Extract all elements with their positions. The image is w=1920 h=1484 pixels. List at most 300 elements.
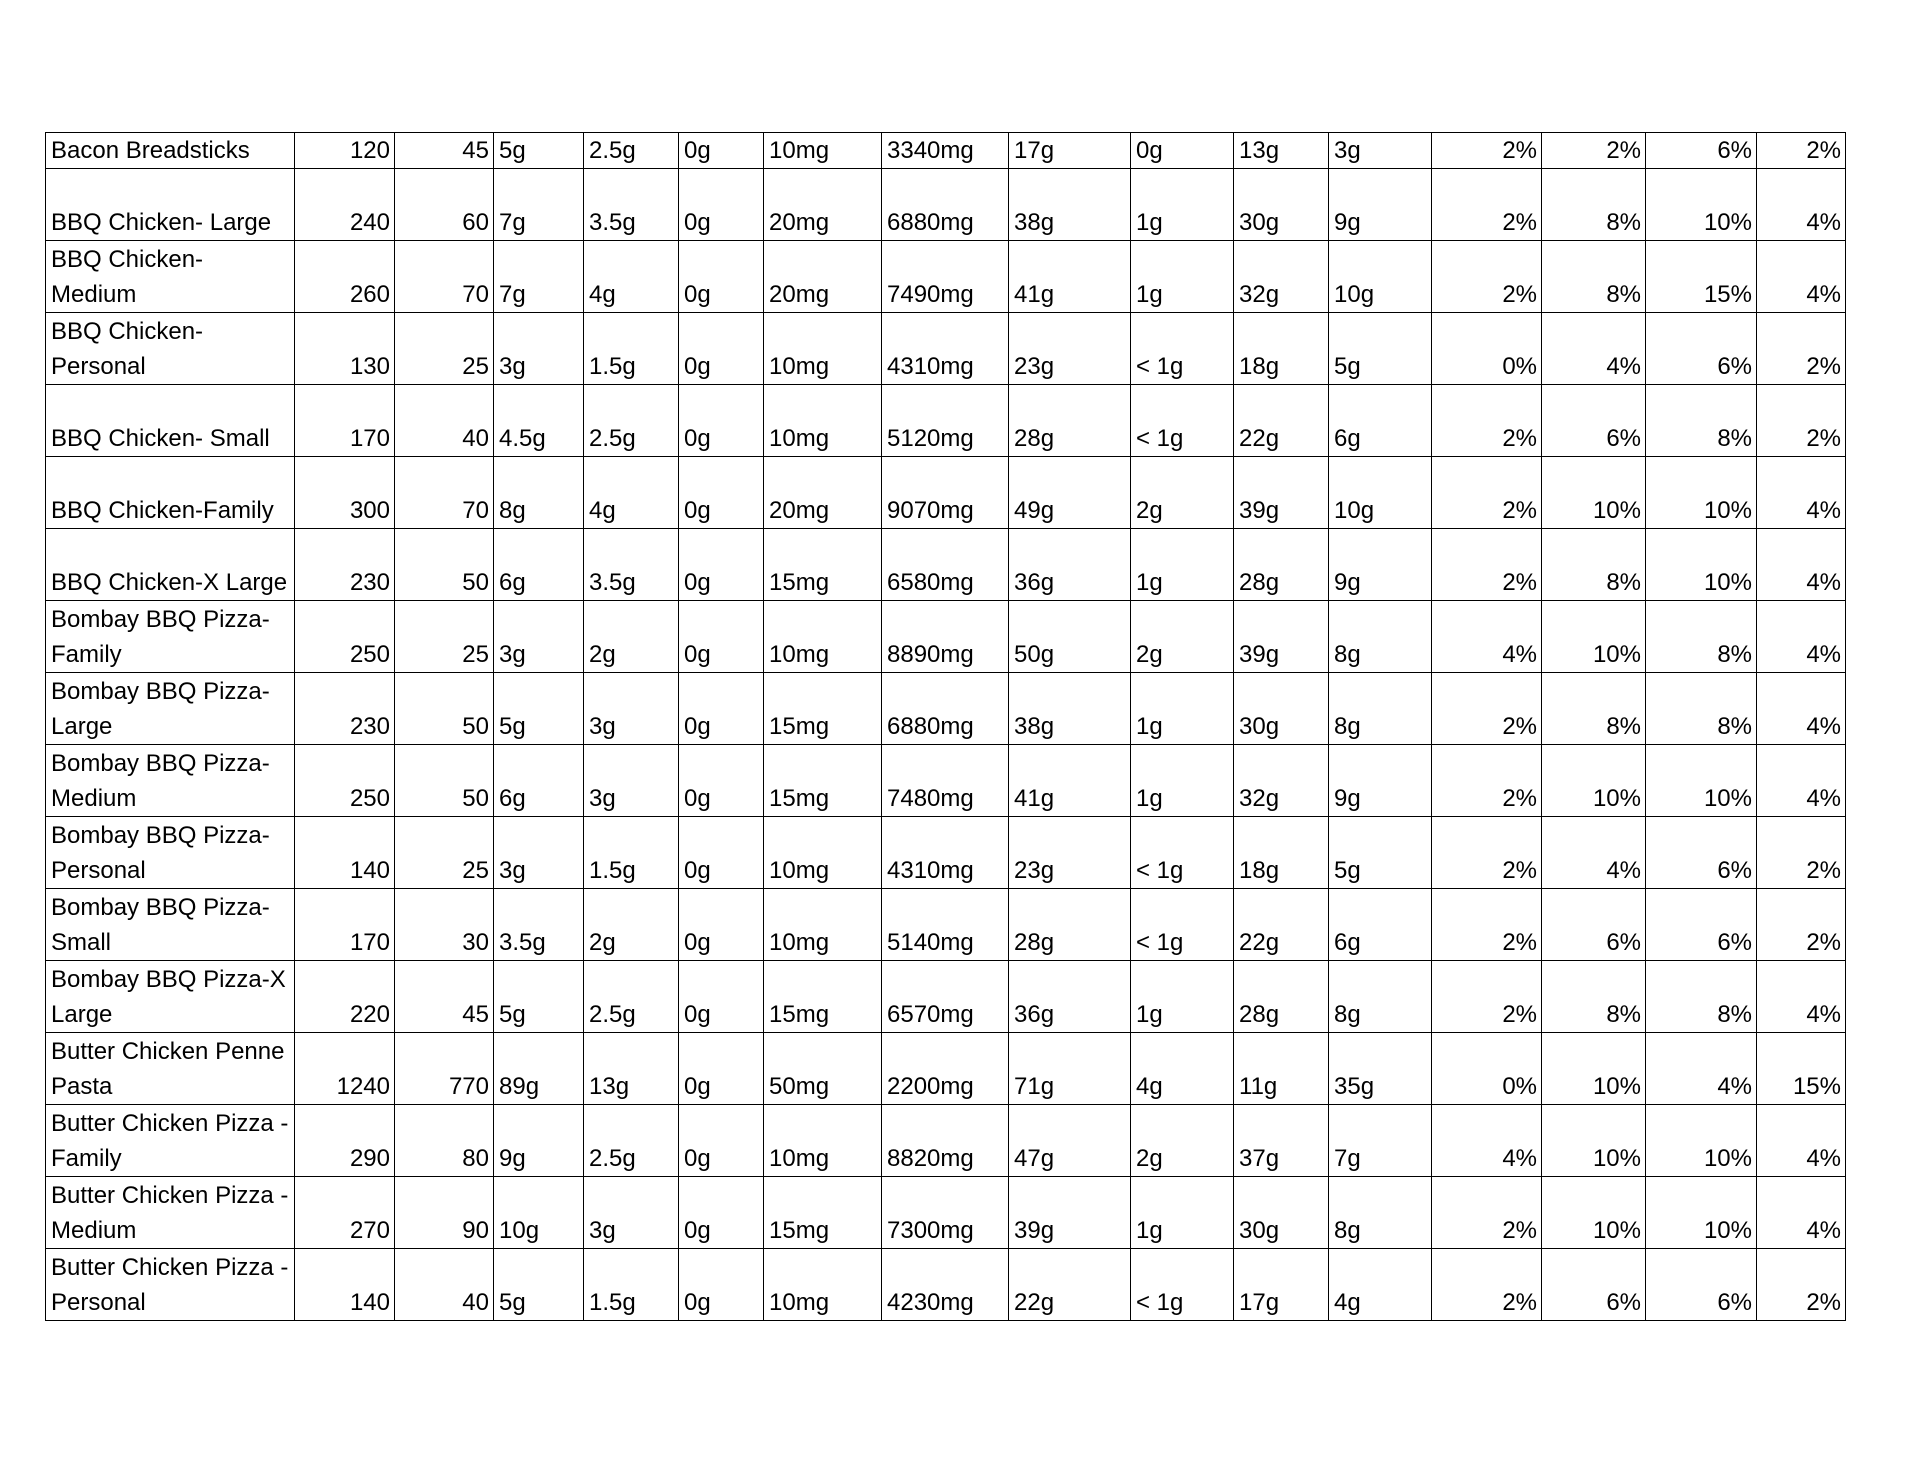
value-cell: 4g: [1329, 1249, 1432, 1321]
value-cell: 8g: [1329, 1177, 1432, 1249]
value-cell: 70: [395, 241, 494, 313]
value-cell: 22g: [1234, 385, 1329, 457]
value-cell: 36g: [1009, 961, 1131, 1033]
value-cell: 0g: [679, 1177, 764, 1249]
value-cell: 2%: [1757, 1249, 1846, 1321]
table-row: [46, 889, 1846, 961]
value-cell: 18g: [1234, 817, 1329, 889]
value-cell: 15mg: [764, 745, 882, 817]
value-cell: 9g: [1329, 745, 1432, 817]
value-cell: 1.5g: [584, 1249, 679, 1321]
item-name-cell: [46, 745, 295, 817]
value-cell: 13g: [584, 1033, 679, 1105]
item-name-line: Medium: [51, 785, 137, 812]
value-cell: 0g: [679, 169, 764, 241]
value-cell: 4%: [1646, 1033, 1757, 1105]
value-cell: 240: [295, 169, 395, 241]
value-cell: 10mg: [764, 1249, 882, 1321]
value-cell: 10%: [1646, 529, 1757, 601]
value-cell: 20mg: [764, 457, 882, 529]
item-name-line: Medium: [51, 1217, 137, 1244]
value-cell: 1g: [1131, 529, 1234, 601]
table-row: [46, 133, 1846, 169]
item-name-line: Bombay BBQ Pizza-X: [51, 966, 286, 993]
value-cell: 32g: [1234, 745, 1329, 817]
value-cell: 0g: [679, 385, 764, 457]
value-cell: 20mg: [764, 241, 882, 313]
value-cell: 6880mg: [882, 169, 1009, 241]
item-name-cell: [46, 385, 295, 457]
value-cell: 290: [295, 1105, 395, 1177]
value-cell: 2%: [1432, 529, 1542, 601]
value-cell: < 1g: [1131, 313, 1234, 385]
value-cell: 2%: [1432, 1249, 1542, 1321]
value-cell: 260: [295, 241, 395, 313]
value-cell: 28g: [1234, 529, 1329, 601]
table-row: [46, 601, 1846, 673]
value-cell: 10%: [1646, 457, 1757, 529]
item-name-cell: [46, 169, 295, 241]
value-cell: 1g: [1131, 1177, 1234, 1249]
value-cell: 28g: [1009, 889, 1131, 961]
value-cell: 10%: [1542, 1177, 1646, 1249]
value-cell: 22g: [1009, 1249, 1131, 1321]
value-cell: 8%: [1542, 961, 1646, 1033]
value-cell: 10%: [1542, 457, 1646, 529]
value-cell: 1240: [295, 1033, 395, 1105]
value-cell: 6570mg: [882, 961, 1009, 1033]
value-cell: 10%: [1646, 1177, 1757, 1249]
value-cell: 2.5g: [584, 1105, 679, 1177]
value-cell: 36g: [1009, 529, 1131, 601]
value-cell: < 1g: [1131, 817, 1234, 889]
value-cell: 2%: [1757, 817, 1846, 889]
value-cell: 6g: [1329, 889, 1432, 961]
value-cell: 2%: [1432, 961, 1542, 1033]
value-cell: 0%: [1432, 1033, 1542, 1105]
value-cell: 6g: [1329, 385, 1432, 457]
item-name-line: Bacon Breadsticks: [51, 137, 250, 164]
value-cell: 50g: [1009, 601, 1131, 673]
item-name-line: BBQ Chicken-: [51, 318, 204, 345]
value-cell: 3g: [584, 1177, 679, 1249]
value-cell: 50: [395, 529, 494, 601]
value-cell: 10g: [494, 1177, 584, 1249]
value-cell: 38g: [1009, 673, 1131, 745]
value-cell: 10%: [1646, 169, 1757, 241]
value-cell: 39g: [1234, 601, 1329, 673]
value-cell: 2%: [1757, 385, 1846, 457]
value-cell: 2g: [584, 889, 679, 961]
value-cell: 300: [295, 457, 395, 529]
value-cell: 2g: [1131, 457, 1234, 529]
item-name-line: Personal: [51, 1289, 146, 1316]
value-cell: 4%: [1432, 601, 1542, 673]
value-cell: 170: [295, 385, 395, 457]
value-cell: 40: [395, 1249, 494, 1321]
value-cell: 5140mg: [882, 889, 1009, 961]
value-cell: 1g: [1131, 241, 1234, 313]
value-cell: 6g: [494, 529, 584, 601]
item-name-line: Large: [51, 1001, 113, 1028]
value-cell: 7g: [494, 241, 584, 313]
item-name-line: Bombay BBQ Pizza-: [51, 894, 270, 921]
item-name-line: Small: [51, 929, 112, 956]
value-cell: 39g: [1009, 1177, 1131, 1249]
value-cell: 2200mg: [882, 1033, 1009, 1105]
value-cell: 45: [395, 961, 494, 1033]
table-row: [46, 961, 1846, 1033]
table-row: [46, 169, 1846, 241]
value-cell: 8%: [1542, 673, 1646, 745]
value-cell: 230: [295, 673, 395, 745]
item-name-cell: [46, 1249, 295, 1321]
value-cell: 1g: [1131, 961, 1234, 1033]
value-cell: 4%: [1757, 457, 1846, 529]
value-cell: 0g: [679, 133, 764, 169]
value-cell: 6%: [1646, 817, 1757, 889]
value-cell: 130: [295, 313, 395, 385]
value-cell: 5g: [494, 961, 584, 1033]
value-cell: 8g: [1329, 961, 1432, 1033]
value-cell: 0g: [679, 889, 764, 961]
value-cell: 4g: [584, 241, 679, 313]
value-cell: 6880mg: [882, 673, 1009, 745]
value-cell: 6g: [494, 745, 584, 817]
value-cell: 23g: [1009, 817, 1131, 889]
item-name-line: BBQ Chicken- Large: [51, 209, 272, 236]
value-cell: 3g: [584, 745, 679, 817]
value-cell: 3g: [494, 313, 584, 385]
item-name-cell: [46, 313, 295, 385]
value-cell: 8g: [1329, 601, 1432, 673]
value-cell: 10mg: [764, 133, 882, 169]
value-cell: 9070mg: [882, 457, 1009, 529]
value-cell: 30: [395, 889, 494, 961]
value-cell: 8%: [1646, 961, 1757, 1033]
value-cell: 0g: [679, 241, 764, 313]
value-cell: 270: [295, 1177, 395, 1249]
value-cell: 2%: [1757, 313, 1846, 385]
value-cell: 10mg: [764, 313, 882, 385]
value-cell: 32g: [1234, 241, 1329, 313]
value-cell: 35g: [1329, 1033, 1432, 1105]
value-cell: 2g: [1131, 601, 1234, 673]
item-name-line: Personal: [51, 857, 146, 884]
value-cell: 4%: [1757, 529, 1846, 601]
value-cell: 2%: [1432, 745, 1542, 817]
value-cell: 4310mg: [882, 313, 1009, 385]
value-cell: 10%: [1542, 745, 1646, 817]
value-cell: 2%: [1432, 241, 1542, 313]
value-cell: 8g: [1329, 673, 1432, 745]
value-cell: 2.5g: [584, 961, 679, 1033]
value-cell: 0g: [679, 745, 764, 817]
item-name-line: Butter Chicken Pizza -: [51, 1182, 289, 1209]
value-cell: 230: [295, 529, 395, 601]
item-name-cell: [46, 241, 295, 313]
value-cell: 49g: [1009, 457, 1131, 529]
value-cell: 9g: [1329, 169, 1432, 241]
item-name-line: Large: [51, 713, 113, 740]
value-cell: 18g: [1234, 313, 1329, 385]
value-cell: 8%: [1542, 529, 1646, 601]
value-cell: 4%: [1542, 817, 1646, 889]
item-name-line: Bombay BBQ Pizza-: [51, 822, 270, 849]
value-cell: 2%: [1542, 133, 1646, 169]
table-row: [46, 385, 1846, 457]
item-name-line: Butter Chicken Penne: [51, 1038, 285, 1065]
item-name-cell: [46, 1105, 295, 1177]
value-cell: 6%: [1646, 889, 1757, 961]
value-cell: 250: [295, 745, 395, 817]
value-cell: 0g: [679, 457, 764, 529]
value-cell: 10%: [1542, 1105, 1646, 1177]
item-name-line: BBQ Chicken-Family: [51, 497, 274, 524]
value-cell: 6%: [1646, 313, 1757, 385]
item-name-cell: [46, 817, 295, 889]
value-cell: 10g: [1329, 241, 1432, 313]
item-name-line: Personal: [51, 353, 146, 380]
value-cell: 6%: [1542, 385, 1646, 457]
value-cell: 9g: [1329, 529, 1432, 601]
value-cell: 3.5g: [494, 889, 584, 961]
value-cell: 2%: [1432, 817, 1542, 889]
value-cell: 0g: [679, 673, 764, 745]
value-cell: 22g: [1234, 889, 1329, 961]
value-cell: 2%: [1432, 889, 1542, 961]
value-cell: 38g: [1009, 169, 1131, 241]
value-cell: 4230mg: [882, 1249, 1009, 1321]
value-cell: 0g: [679, 961, 764, 1033]
value-cell: 2%: [1432, 385, 1542, 457]
value-cell: 4%: [1757, 241, 1846, 313]
value-cell: 6%: [1646, 1249, 1757, 1321]
value-cell: 4%: [1757, 745, 1846, 817]
item-name-cell: [46, 529, 295, 601]
item-name-line: Pasta: [51, 1073, 113, 1100]
value-cell: 3g: [584, 673, 679, 745]
value-cell: 13g: [1234, 133, 1329, 169]
value-cell: 8%: [1646, 601, 1757, 673]
value-cell: 41g: [1009, 745, 1131, 817]
value-cell: 37g: [1234, 1105, 1329, 1177]
value-cell: 90: [395, 1177, 494, 1249]
value-cell: 3340mg: [882, 133, 1009, 169]
value-cell: 5g: [1329, 817, 1432, 889]
value-cell: 250: [295, 601, 395, 673]
value-cell: 3g: [494, 601, 584, 673]
table-row: [46, 1105, 1846, 1177]
value-cell: 1.5g: [584, 313, 679, 385]
value-cell: 0%: [1432, 313, 1542, 385]
value-cell: 25: [395, 313, 494, 385]
item-name-cell: [46, 673, 295, 745]
item-name-line: BBQ Chicken-X Large: [51, 569, 288, 596]
value-cell: 220: [295, 961, 395, 1033]
value-cell: 6%: [1542, 1249, 1646, 1321]
value-cell: 140: [295, 1249, 395, 1321]
value-cell: 10%: [1646, 745, 1757, 817]
value-cell: 10%: [1542, 1033, 1646, 1105]
item-name-line: BBQ Chicken-: [51, 246, 204, 273]
value-cell: 25: [395, 817, 494, 889]
value-cell: 5g: [494, 673, 584, 745]
nutrition-table: [45, 132, 1846, 1321]
item-name-cell: [46, 889, 295, 961]
value-cell: 17g: [1009, 133, 1131, 169]
value-cell: 5g: [1329, 313, 1432, 385]
value-cell: 20mg: [764, 169, 882, 241]
value-cell: 7490mg: [882, 241, 1009, 313]
value-cell: 71g: [1009, 1033, 1131, 1105]
value-cell: 3g: [494, 817, 584, 889]
value-cell: 60: [395, 169, 494, 241]
value-cell: 15mg: [764, 1177, 882, 1249]
value-cell: 0g: [679, 1249, 764, 1321]
value-cell: 40: [395, 385, 494, 457]
value-cell: 10g: [1329, 457, 1432, 529]
value-cell: 15mg: [764, 529, 882, 601]
value-cell: 4g: [584, 457, 679, 529]
item-name-line: Bombay BBQ Pizza-: [51, 678, 270, 705]
value-cell: 6%: [1542, 889, 1646, 961]
table-row: [46, 745, 1846, 817]
value-cell: 45: [395, 133, 494, 169]
value-cell: < 1g: [1131, 1249, 1234, 1321]
item-name-line: Medium: [51, 281, 137, 308]
value-cell: 2%: [1757, 889, 1846, 961]
value-cell: 3.5g: [584, 529, 679, 601]
value-cell: 2%: [1432, 169, 1542, 241]
value-cell: 2%: [1432, 133, 1542, 169]
value-cell: 4%: [1757, 169, 1846, 241]
value-cell: 10%: [1646, 1105, 1757, 1177]
value-cell: 0g: [679, 601, 764, 673]
table-row: [46, 1177, 1846, 1249]
value-cell: 10mg: [764, 601, 882, 673]
value-cell: 4%: [1757, 1105, 1846, 1177]
value-cell: 1g: [1131, 745, 1234, 817]
item-name-cell: [46, 1177, 295, 1249]
value-cell: 10mg: [764, 385, 882, 457]
value-cell: 2%: [1757, 133, 1846, 169]
value-cell: 50: [395, 673, 494, 745]
item-name-line: Family: [51, 1145, 122, 1172]
value-cell: 15mg: [764, 961, 882, 1033]
table-row: [46, 817, 1846, 889]
value-cell: 8%: [1542, 241, 1646, 313]
value-cell: 39g: [1234, 457, 1329, 529]
table-row: [46, 241, 1846, 313]
value-cell: 120: [295, 133, 395, 169]
value-cell: 2%: [1432, 673, 1542, 745]
value-cell: 8820mg: [882, 1105, 1009, 1177]
value-cell: 3.5g: [584, 169, 679, 241]
value-cell: 15%: [1757, 1033, 1846, 1105]
value-cell: 4%: [1757, 961, 1846, 1033]
value-cell: 1g: [1131, 673, 1234, 745]
value-cell: 2.5g: [584, 133, 679, 169]
value-cell: 4%: [1757, 1177, 1846, 1249]
value-cell: 25: [395, 601, 494, 673]
table-row: [46, 673, 1846, 745]
value-cell: 8%: [1542, 169, 1646, 241]
value-cell: 2%: [1432, 457, 1542, 529]
value-cell: 41g: [1009, 241, 1131, 313]
value-cell: 4310mg: [882, 817, 1009, 889]
value-cell: 0g: [679, 817, 764, 889]
value-cell: 7g: [1329, 1105, 1432, 1177]
value-cell: 0g: [679, 313, 764, 385]
value-cell: 7480mg: [882, 745, 1009, 817]
item-name-line: BBQ Chicken- Small: [51, 425, 270, 452]
item-name-cell: [46, 601, 295, 673]
table-row: [46, 529, 1846, 601]
value-cell: 4%: [1542, 313, 1646, 385]
value-cell: 30g: [1234, 673, 1329, 745]
value-cell: 8%: [1646, 385, 1757, 457]
value-cell: 4g: [1131, 1033, 1234, 1105]
value-cell: 15mg: [764, 673, 882, 745]
value-cell: 30g: [1234, 1177, 1329, 1249]
value-cell: 3g: [1329, 133, 1432, 169]
value-cell: 28g: [1234, 961, 1329, 1033]
item-name-line: Family: [51, 641, 122, 668]
value-cell: 0g: [679, 1105, 764, 1177]
value-cell: 2%: [1432, 1177, 1542, 1249]
value-cell: 10%: [1542, 601, 1646, 673]
value-cell: 80: [395, 1105, 494, 1177]
value-cell: 11g: [1234, 1033, 1329, 1105]
value-cell: 9g: [494, 1105, 584, 1177]
value-cell: 6%: [1646, 133, 1757, 169]
value-cell: < 1g: [1131, 889, 1234, 961]
value-cell: 2g: [1131, 1105, 1234, 1177]
item-name-line: Bombay BBQ Pizza-: [51, 750, 270, 777]
value-cell: 47g: [1009, 1105, 1131, 1177]
value-cell: 7g: [494, 169, 584, 241]
value-cell: 5g: [494, 133, 584, 169]
value-cell: 23g: [1009, 313, 1131, 385]
value-cell: 5120mg: [882, 385, 1009, 457]
value-cell: 10mg: [764, 1105, 882, 1177]
table-row: [46, 457, 1846, 529]
value-cell: 8%: [1646, 673, 1757, 745]
value-cell: 89g: [494, 1033, 584, 1105]
value-cell: 2g: [584, 601, 679, 673]
item-name-line: Butter Chicken Pizza -: [51, 1254, 289, 1281]
value-cell: 770: [395, 1033, 494, 1105]
value-cell: 70: [395, 457, 494, 529]
value-cell: 1g: [1131, 169, 1234, 241]
table-row: [46, 1033, 1846, 1105]
value-cell: 1.5g: [584, 817, 679, 889]
value-cell: 30g: [1234, 169, 1329, 241]
item-name-line: Bombay BBQ Pizza-: [51, 606, 270, 633]
value-cell: 7300mg: [882, 1177, 1009, 1249]
item-name-cell: [46, 1033, 295, 1105]
value-cell: 50mg: [764, 1033, 882, 1105]
value-cell: 4%: [1757, 673, 1846, 745]
table-body: [46, 133, 1846, 1321]
value-cell: 0g: [1131, 133, 1234, 169]
value-cell: 15%: [1646, 241, 1757, 313]
value-cell: 0g: [679, 529, 764, 601]
value-cell: 10mg: [764, 817, 882, 889]
value-cell: 4.5g: [494, 385, 584, 457]
value-cell: 170: [295, 889, 395, 961]
